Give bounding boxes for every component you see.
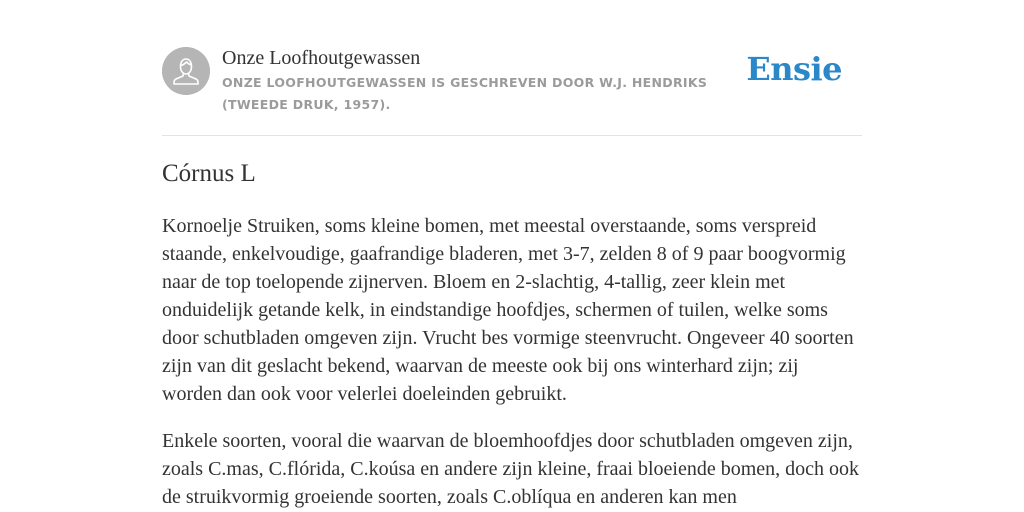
source-description: ONZE LOOFHOUTGEWASSEN IS GESCHREVEN DOOR W.J. HENDRIKS (TWEEDE DRUK, 1957). (222, 75, 708, 112)
paragraph: Enkele soorten, vooral die waarvan de bloemhoofdjes door schutbladen omgeven zijn, zoals C.mas, C.flórida, C.koúsa en andere zijn kleine, fraai bloeiende bomen, doch ook de struikvormig groeiende soorten, zoals C.oblíqua en anderen kan men (162, 430, 860, 508)
article-body (162, 212, 862, 512)
article-title: Córnus L (162, 160, 256, 187)
content-container (162, 0, 862, 508)
paragraph: Kornoelje Struiken, soms kleine bomen, met meestal overstaande, soms verspreid staande, enkelvoudige, gaafrandige bladeren, met 3-7, zelden 8 of 9 paar boogvormig naar de top toelopende zijnerven. Bloem en 2-slachtig, 4-tallig, zeer klein met onduidelijk getande kelk, in eindstandige hoofdjes, schermen of tuilen, welke soms door schutbladen omgeven zijn. Vrucht bes vormige steenvrucht. Ongeveer 40 soorten zijn van dit geslacht bekend, waarvan de meeste ook bij ons winterhard zijn; zij worden dan ook voor velerlei doeleinden gebruikt. (162, 215, 854, 405)
source-title[interactable]: Onze Loofhoutgewassen (222, 47, 421, 69)
user-icon (162, 47, 210, 95)
brand-logo[interactable]: Ensie (746, 50, 842, 88)
source-header (162, 0, 862, 136)
avatar[interactable] (162, 47, 210, 95)
